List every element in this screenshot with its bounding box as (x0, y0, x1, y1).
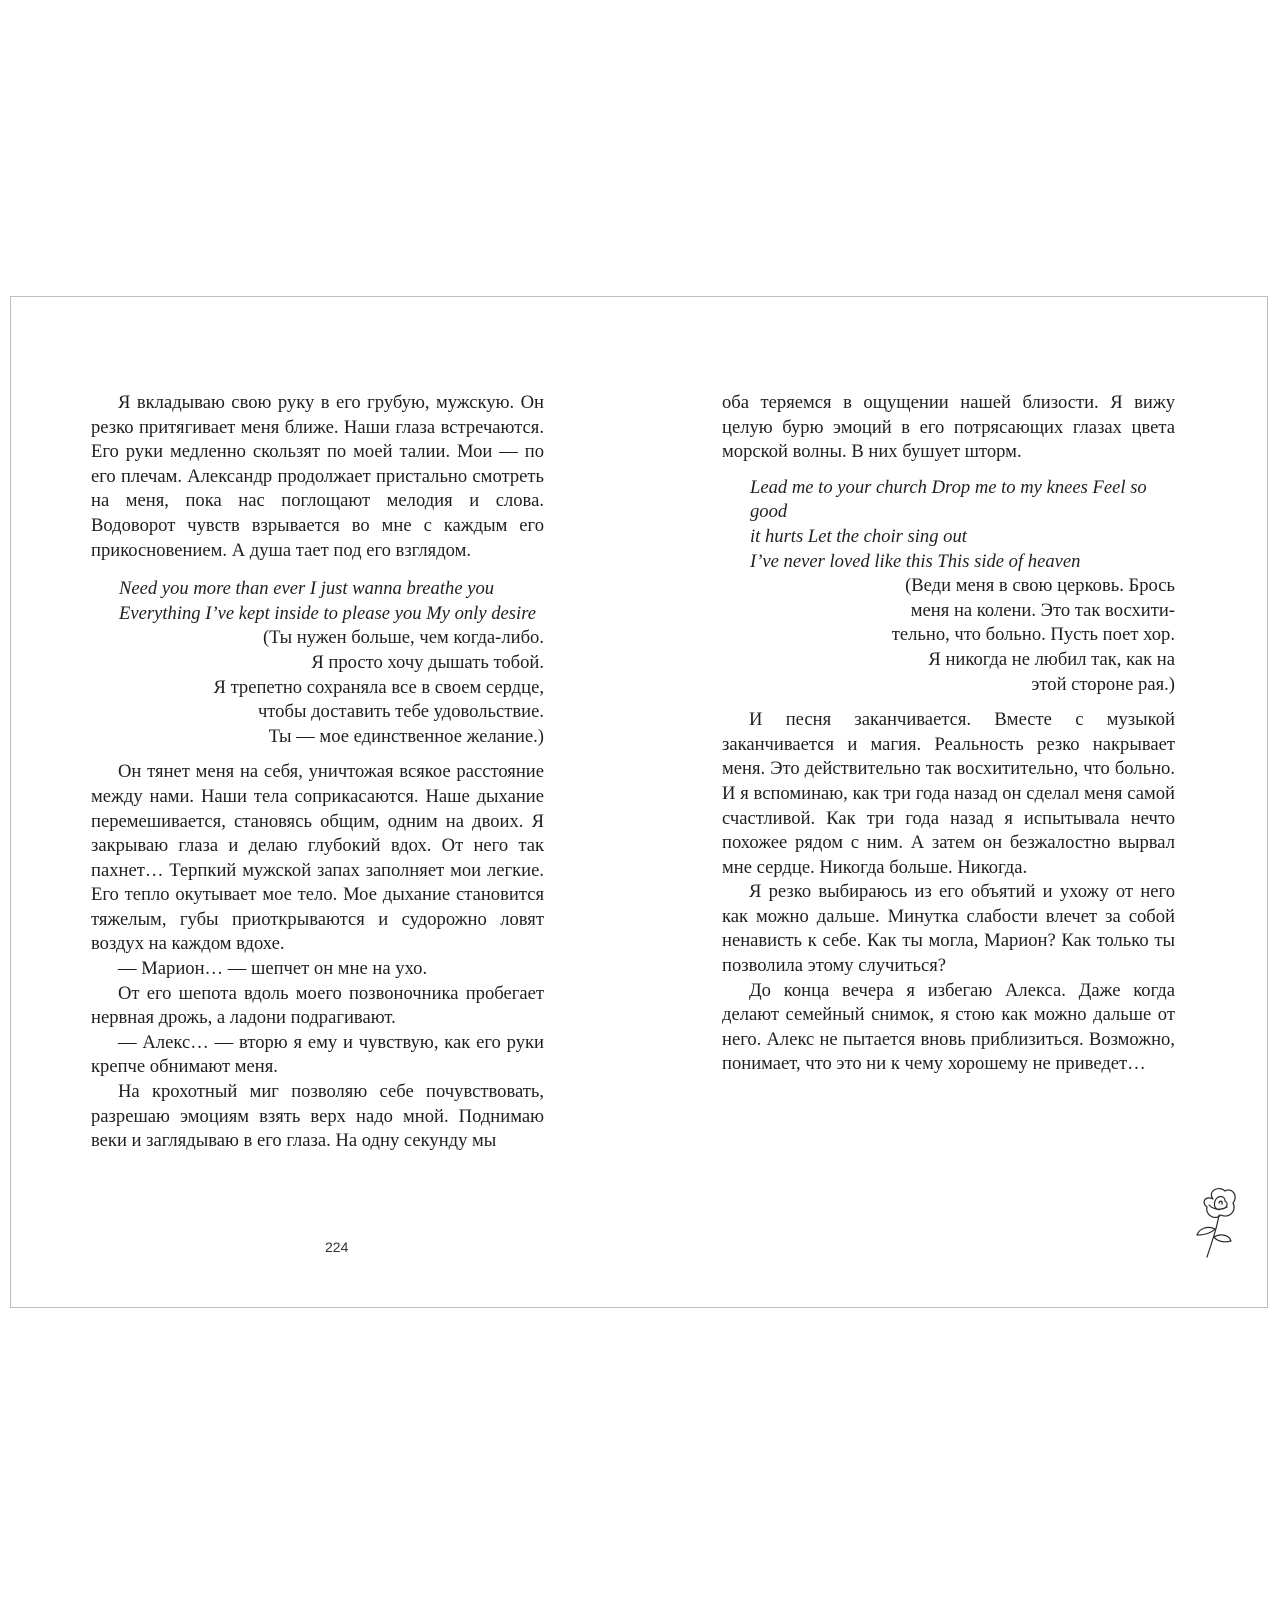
book-spread (10, 296, 1268, 1308)
paragraph: — Марион… — шепчет он мне на ухо. (118, 958, 428, 980)
paragraph: На крохотный миг позволяю себе почувствовать, разрешаю эмоциям взять верх надо мной. Поднимаю веки и заглядываю в его глаза. На одну секунду мы (91, 1081, 544, 1152)
paragraph: Он тянет меня на себя, уничтожая всякое расстояние между нами. Наши тела соприкасаются. Наше дыхание перемешивается, становясь общим, одним на двоих. Я закрываю глаза и делаю глубокий вдох. От него так пахнет… Терпкий мужской запах заполняет мои легкие. Его тепло окутывает мое тело. Мое дыхание становится тяжелым, губы приоткрываются и судорожно ловят воздух на каждом вдохе. (91, 761, 544, 955)
lyrics-translation-line: Я никогда не любил так, как на (928, 648, 1175, 670)
page-number: 224 (325, 1239, 349, 1255)
paragraph: оба теряемся в ощущении нашей близости. Я вижу целую бурю эмоций в его потрясающих глазах цвета морской волны. В них бушует шторм. (722, 392, 1175, 463)
lyrics-translation-line: меня на колени. Это так восхити- (910, 599, 1175, 621)
lyrics-translation-line: чтобы доставить тебе удовольствие. (257, 701, 544, 723)
lyrics-line-en: it hurts Let the choir sing out (750, 525, 967, 547)
lyrics-translation-line: Я просто хочу дышать тобой. (311, 651, 544, 673)
lyrics-line-en: Everything I’ve kept inside to please you My only desire (119, 602, 536, 624)
lyrics-translation-line: Ты — мое единственное желание.) (268, 725, 544, 747)
lyrics-line-en: Need you more than ever I just wanna breathe you (119, 578, 495, 600)
left-page-text (91, 391, 544, 1154)
paragraph: Я резко выбираюсь из его объятий и ухожу от него как можно дальше. Минутка слабости влечет за собой ненависть к себе. Как ты могла, Марион? Как только ты позволила этому случиться? (722, 881, 1175, 977)
lyrics-line-en: Lead me to your church Drop me to my knees Feel so good (750, 476, 1147, 523)
song-lyrics (91, 577, 544, 749)
lyrics-translation-line: тельно, что больно. Пусть поет хор. (891, 624, 1175, 646)
paragraph: И песня заканчивается. Вместе с музыкой заканчивается и магия. Реальность резко накрывает меня. Это действительно так восхитительно, что больно. И я вспоминаю, как три года назад он сделал меня самой счастливой. Как три года назад я испытывала нечто похожее рядом с ним. А затем он безжалостно вырвал мне сердце. Никогда больше. Никогда. (722, 709, 1175, 878)
lyrics-line-en: I’ve never loved like this This side of heaven (750, 550, 1081, 572)
paragraph: От его шепота вдоль моего позвоночника пробегает нервная дрожь, а ладони подрагивают. (91, 982, 544, 1029)
rose-icon (1189, 1181, 1247, 1261)
paragraph: До конца вечера я избегаю Алекса. Даже когда делают семейный снимок, я стою как можно дальше от него. Алекс не пытается вновь приблизиться. Возможно, понимает, что это ни к чему хорошему не приведет… (722, 979, 1175, 1075)
lyrics-translation-line: этой стороне рая.) (1031, 673, 1175, 695)
song-lyrics (722, 476, 1175, 697)
paragraph: — Алекс… — вторю я ему и чувствую, как его руки крепче обнимают меня. (91, 1031, 544, 1078)
right-page-text (722, 391, 1175, 1077)
lyrics-translation-line: (Веди меня в свою церковь. Брось (905, 575, 1175, 597)
lyrics-translation-line: (Ты нужен больше, чем когда-либо. (262, 627, 544, 649)
paragraph: Я вкладываю свою руку в его грубую, мужскую. Он резко притягивает меня ближе. Наши глаза встречаются. Его руки медленно скользят по моей талии. Мои — по его плечам. Александр продолжает пристально смотреть на меня, пока нас поглощают мелодия и слова. Водоворот чувств взрывается во мне с каждым его прикосновением. А душа тает под его взглядом. (91, 392, 544, 561)
lyrics-translation-line: Я трепетно сохраняла все в своем сердце, (213, 676, 544, 698)
